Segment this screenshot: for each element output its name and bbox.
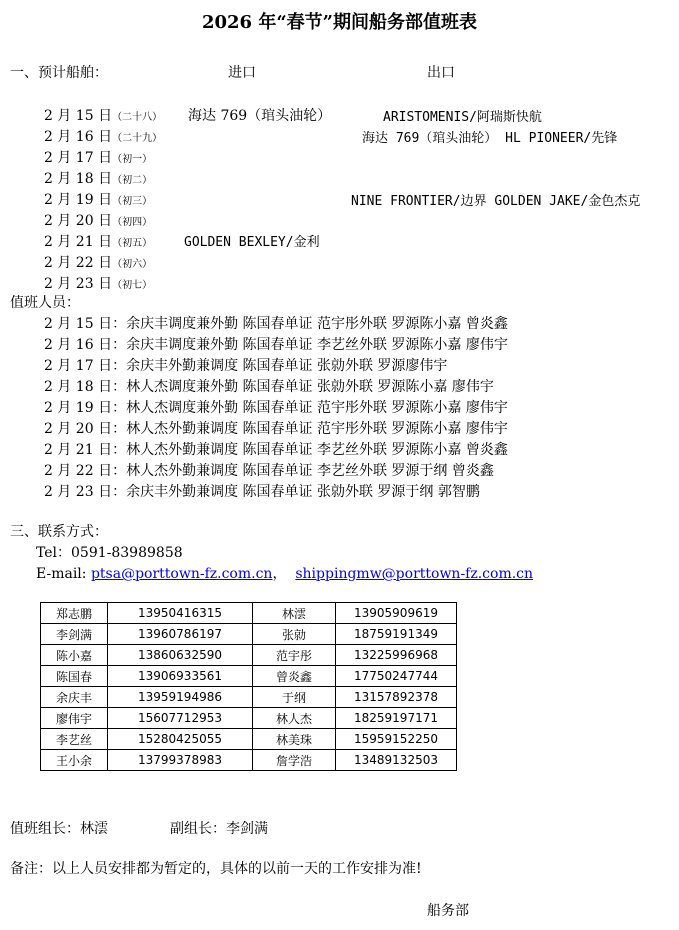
contact-name: 林人杰: [253, 708, 336, 729]
ship-row: 2 月 15 日（二十八）: [44, 108, 163, 124]
contact-phone: 13157892378: [336, 687, 457, 708]
contact-heading: 三、联系方式：: [10, 524, 108, 540]
contact-phone: 13860632590: [108, 645, 253, 666]
contact-name: 李艺丝: [41, 729, 108, 750]
contact-name: 曾炎鑫: [253, 666, 336, 687]
contact-phone: 13799378983: [108, 750, 253, 771]
table-row: [41, 603, 457, 624]
contacts-table: [40, 602, 457, 771]
ship-row: 2 月 21 日（初五）: [44, 234, 153, 250]
ship-row: 2 月 19 日（初三）: [44, 192, 153, 208]
contact-name: 林澐: [253, 603, 336, 624]
contact-phone: 13906933561: [108, 666, 253, 687]
contact-phone: 18759191349: [336, 624, 457, 645]
contact-name: 余庆丰: [41, 687, 108, 708]
duty-row: 2 月 22 日：林人杰外勤兼调度 陈国春单证 李艺丝外联 罗源于纲 曾炎鑫: [44, 463, 494, 479]
remark-note: 备注：以上人员安排都为暂定的，具体的以前一天的工作安排为准!: [10, 861, 422, 877]
contact-phone: 13225996968: [336, 645, 457, 666]
contact-name: 张勍: [253, 624, 336, 645]
table-row: [41, 624, 457, 645]
inbound-header: 进口: [228, 65, 256, 81]
table-row: [41, 666, 457, 687]
contact-phone: 13959194986: [108, 687, 253, 708]
contact-name: 詹学浩: [253, 750, 336, 771]
contact-phone: 17750247744: [336, 666, 457, 687]
section-ships-heading: 一、预计船舶：: [10, 65, 108, 81]
email-separator: ，: [272, 566, 287, 582]
duty-row: 2 月 17 日：余庆丰外勤兼调度 陈国春单证 张勍外联 罗源廖伟宇: [44, 358, 448, 374]
ship-row: 2 月 17 日（初一）: [44, 150, 153, 166]
contact-tel: Tel：0591-83989858: [36, 545, 183, 561]
contact-name: 陈小嘉: [41, 645, 108, 666]
contact-name: 廖伟宇: [41, 708, 108, 729]
page-title: 2026 年“春节”期间船务部值班表: [201, 12, 478, 33]
contact-name: 于纲: [253, 687, 336, 708]
ship-row: 2 月 18 日（初二）: [44, 171, 153, 187]
ship-outbound: ARISTOMENIS/阿瑞斯快航: [383, 110, 542, 125]
ship-row: 2 月 20 日（初四）: [44, 213, 153, 229]
contact-name: 范宇彤: [253, 645, 336, 666]
duty-row: 2 月 20 日：林人杰外勤兼调度 陈国春单证 范宇彤外联 罗源陈小嘉 廖伟宇: [44, 421, 508, 437]
duty-row: 2 月 18 日：林人杰调度兼外勤 陈国春单证 张勍外联 罗源陈小嘉 廖伟宇: [44, 379, 494, 395]
table-row: [41, 708, 457, 729]
contact-name: 陈国春: [41, 666, 108, 687]
duty-heading: 值班人员：: [10, 295, 80, 311]
email-link-ptsa[interactable]: ptsa@porttown-fz.com.cn: [90, 566, 273, 582]
contact-phone: 13960786197: [108, 624, 253, 645]
ship-row: 2 月 22 日（初六）: [44, 255, 153, 271]
contact-name: 李剑满: [41, 624, 108, 645]
table-row: [41, 687, 457, 708]
email-label: E-mail:: [36, 566, 91, 582]
ship-outbound: 海达 769（琯头油轮） HL PIONEER/先锋: [362, 131, 618, 146]
table-row: [41, 729, 457, 750]
ship-outbound: NINE FRONTIER/边界 GOLDEN JAKE/金色杰克: [351, 194, 641, 209]
table-row: [41, 750, 457, 771]
contact-phone: 15959152250: [336, 729, 457, 750]
ship-row: 2 月 16 日（二十九）: [44, 129, 163, 145]
email-link-shippingmw[interactable]: shippingmw@porttown-fz.com.cn: [295, 566, 534, 582]
contact-phone: 13489132503: [336, 750, 457, 771]
table-row: [41, 645, 457, 666]
contact-phone: 15280425055: [108, 729, 253, 750]
contact-phone: 13950416315: [108, 603, 253, 624]
contact-phone: 18259197171: [336, 708, 457, 729]
outbound-header: 出口: [427, 65, 455, 81]
ship-inbound: GOLDEN BEXLEY/金利: [184, 235, 320, 250]
ship-inbound: 海达 769（琯头油轮）: [188, 108, 332, 124]
duty-row: 2 月 21 日：林人杰外勤兼调度 陈国春单证 李艺丝外联 罗源陈小嘉 曾炎鑫: [44, 442, 508, 458]
duty-row: 2 月 16 日：余庆丰调度兼外勤 陈国春单证 李艺丝外联 罗源陈小嘉 廖伟宇: [44, 337, 508, 353]
duty-leader: 值班组长：林澐: [10, 821, 108, 837]
department-signature: 船务部: [427, 903, 469, 919]
contact-name: 王小余: [41, 750, 108, 771]
contact-name: 林美珠: [253, 729, 336, 750]
duty-row: 2 月 19 日：林人杰调度兼外勤 陈国春单证 范宇彤外联 罗源陈小嘉 廖伟宇: [44, 400, 508, 416]
contact-email-line: [36, 563, 533, 583]
duty-row: 2 月 15 日：余庆丰调度兼外勤 陈国春单证 范宇彤外联 罗源陈小嘉 曾炎鑫: [44, 316, 508, 332]
duty-row: 2 月 23 日：余庆丰外勤兼调度 陈国春单证 张勍外联 罗源于纲 郭智鹏: [44, 484, 480, 500]
contact-phone: 13905909619: [336, 603, 457, 624]
contact-name: 郑志鹏: [41, 603, 108, 624]
ship-row: 2 月 23 日（初七）: [44, 276, 153, 292]
deputy-leader: 副组长：李剑满: [170, 821, 268, 837]
contact-phone: 15607712953: [108, 708, 253, 729]
